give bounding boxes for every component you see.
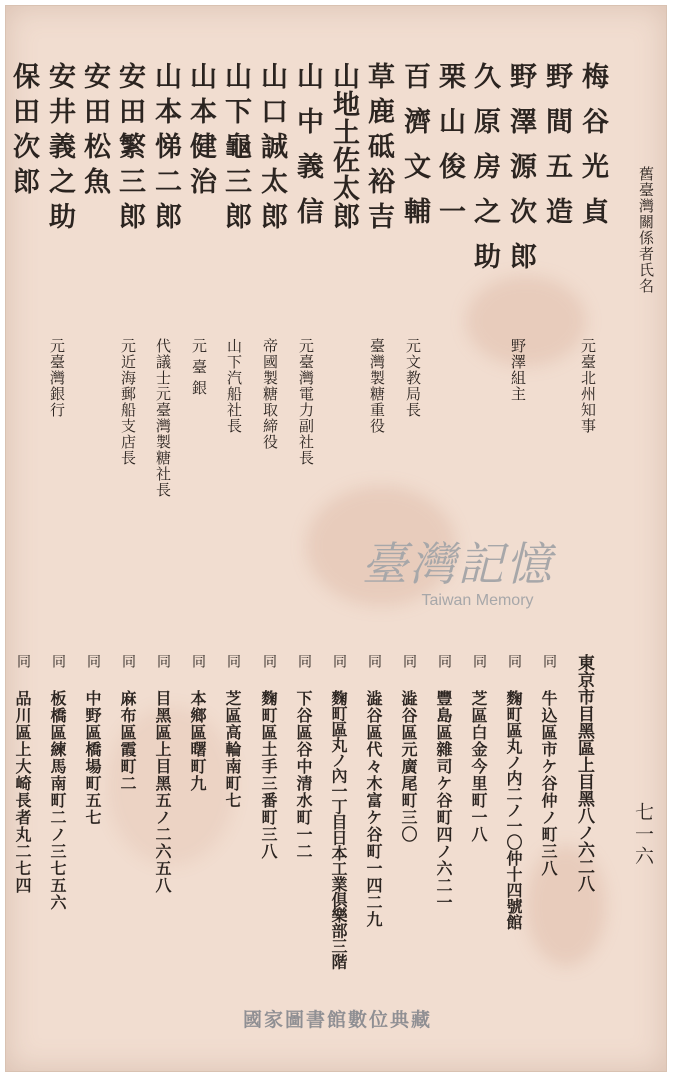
person-name: 山本健治 (185, 62, 216, 202)
same-marker: 同 (50, 654, 66, 668)
page-number: 七一六 (632, 802, 654, 868)
same-marker: 同 (401, 654, 417, 668)
person-address: 豐島區雜司ケ谷町四ノ六二一 (434, 690, 453, 911)
same-marker: 同 (261, 654, 277, 668)
person-name: 山下龜三郎 (220, 62, 251, 237)
person-name: 保田次郎 (8, 62, 39, 202)
same-marker: 同 (296, 654, 312, 668)
person-name: 梅谷光貞 (577, 62, 608, 242)
person-address: 麴町區丸ノ內一丁目日本工業倶樂部三階 (329, 690, 348, 969)
same-marker: 同 (541, 654, 557, 668)
library-stamp: 國家圖書館數位典藏 (242, 1010, 432, 1031)
person-name: 山本悌二郎 (150, 62, 181, 237)
person-title: 元近海郵船支店長 (119, 338, 137, 466)
person-address: 下谷區谷中清水町一二 (294, 690, 313, 860)
person-address: 板橋區練馬南町二ノ三七五六 (48, 690, 67, 911)
person-name: 安井義之助 (44, 62, 75, 237)
same-marker: 同 (366, 654, 382, 668)
person-name: 山地土佐太郎 (328, 62, 359, 230)
person-address: 品川區上大崎長者丸二七四 (13, 690, 32, 894)
same-marker: 同 (436, 654, 452, 668)
person-title: 元文教局長 (404, 338, 422, 418)
person-title: 元臺灣銀行 (48, 338, 66, 418)
person-title: 元臺北州知事 (579, 338, 597, 434)
person-address: 中野區橋場町五七 (83, 690, 102, 826)
person-address: 牛込區市ケ谷仲ノ町三八 (539, 690, 558, 877)
person-name: 野間五造 (541, 62, 572, 242)
person-name: 栗山俊一 (434, 62, 465, 242)
person-address: 目黑區上目黑五ノ二六五八 (153, 690, 172, 894)
taiwan-memory-watermark (345, 528, 570, 620)
person-name: 山中義信 (292, 62, 323, 242)
person-name: 安田繁三郎 (114, 62, 145, 237)
watermark-sub: Taiwan Memory (421, 592, 534, 609)
person-title: 山下汽船社長 (225, 338, 243, 434)
page-header: 舊臺灣關係者氏名 (637, 166, 655, 294)
person-address: 本鄉區曙町九 (188, 690, 207, 792)
person-title: 野澤組主 (509, 338, 527, 402)
same-marker: 同 (506, 654, 522, 668)
person-name: 百濟文輔 (399, 62, 430, 242)
person-name: 野澤源次郎 (505, 62, 536, 287)
person-address: 東京市目黑區上目黑八ノ六二八 (574, 654, 594, 892)
person-title: 元臺銀 (190, 338, 208, 401)
person-name: 草鹿砥裕吉 (363, 62, 394, 237)
person-title: 帝國製糖取締役 (261, 338, 279, 450)
person-address: 麴町區土手三番町三八 (259, 690, 278, 860)
same-marker: 同 (85, 654, 101, 668)
person-address: 澁谷區元廣尾町三〇 (399, 690, 418, 843)
person-address: 芝區白金今里町一八 (469, 690, 488, 843)
person-name: 山口誠太郎 (256, 62, 287, 237)
person-name: 久原房之助 (469, 62, 500, 287)
person-address: 澁谷區代々木富ケ谷町一四二九 (364, 690, 383, 928)
same-marker: 同 (331, 654, 347, 668)
watermark-main: 臺灣記憶 (361, 537, 554, 591)
same-marker: 同 (155, 654, 171, 668)
person-title: 元臺灣電力副社長 (297, 338, 315, 466)
person-title: 臺灣製糖重役 (368, 338, 386, 434)
same-marker: 同 (190, 654, 206, 668)
same-marker: 同 (471, 654, 487, 668)
person-name: 安田松魚 (79, 62, 110, 202)
same-marker: 同 (225, 654, 241, 668)
same-marker: 同 (120, 654, 136, 668)
same-marker: 同 (15, 654, 31, 668)
person-address: 麴町區丸ノ内二ノ一〇仲十四號館 (504, 690, 523, 930)
person-address: 麻布區霞町二 (118, 690, 137, 792)
person-title: 代議士元臺灣製糖社長 (154, 338, 172, 498)
person-address: 芝區高輪南町七 (223, 690, 242, 809)
